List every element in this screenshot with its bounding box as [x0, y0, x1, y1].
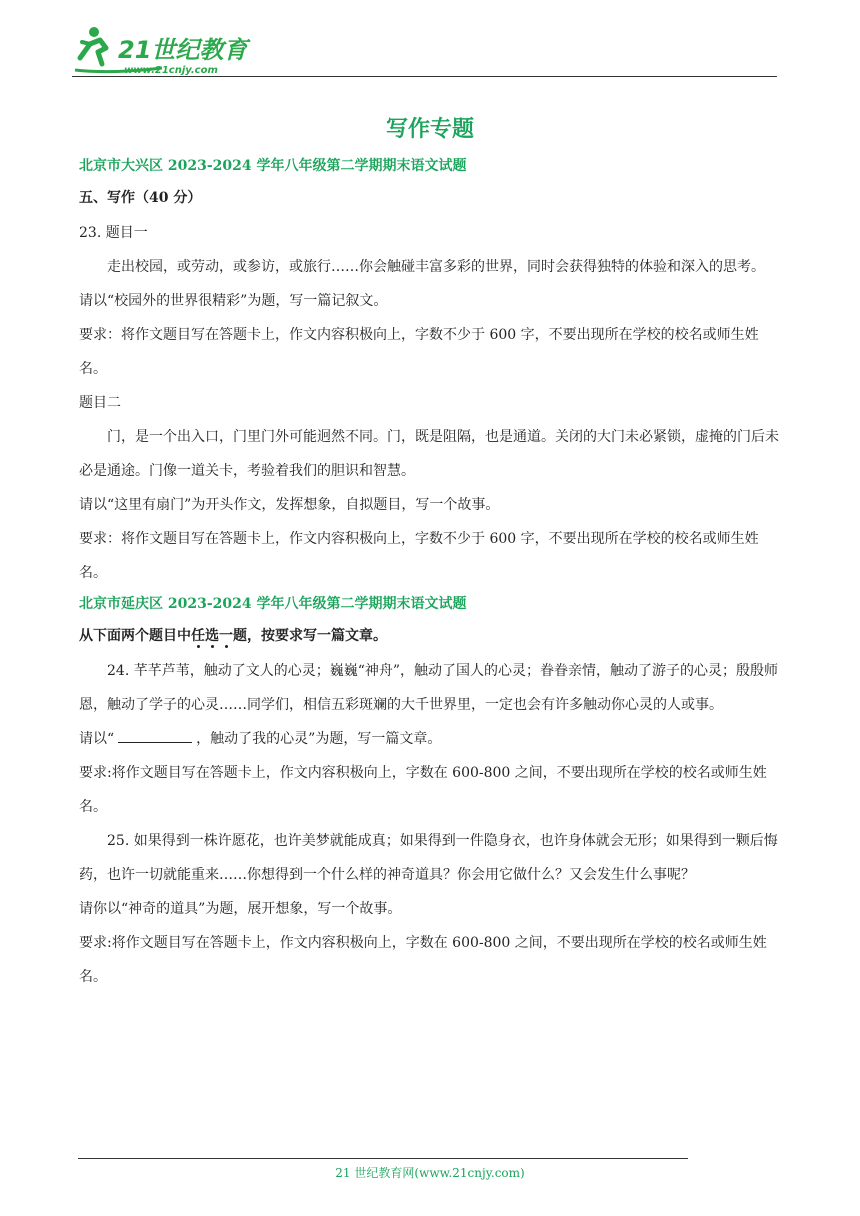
source-daxing: 北京市大兴区 2023-2024 学年八年级第二学期期末语文试题	[79, 158, 467, 174]
question-24-prompt: 24. 芊芊芦苇，触动了文人的心灵；巍巍“神舟”，触动了国人的心灵；眷眷亲情，触动了游子的心灵；殷殷师恩，触动了学子的心灵……同学们，相信五彩斑斓的大千世界里，一定也会有许多触动你心灵的人或事。	[79, 663, 779, 713]
source-yanqing: 北京市延庆区 2023-2024 学年八年级第二学期期末语文试题	[79, 596, 467, 612]
logo-main-text: 21世纪教育	[118, 36, 248, 64]
page-footer: 21 世纪教育网(www.21cnjy.com)	[335, 1166, 525, 1180]
page-header	[72, 18, 777, 80]
question-24-instruction	[79, 722, 779, 756]
instruction-text-post: 题，按要求写一篇文章。	[233, 628, 387, 644]
question-23-requirement: 要求：将作文题目写在答题卡上，作文内容积极向上，字数不少于 600 字，不要出现所在学校的校名或师生姓名。	[79, 327, 759, 377]
question-25-requirement: 要求:将作文题目写在答题卡上，作文内容积极向上，字数在 600-800 之间，不要出现所在学校的校名或师生姓名。	[79, 935, 767, 985]
emphasis-dotted-text	[191, 628, 233, 644]
fill-in-blank	[118, 728, 192, 743]
q24-instruction-post: ，触动了我的心灵”为题，写一篇文章。	[196, 731, 442, 747]
question-23b-requirement: 要求：将作文题目写在答题卡上，作文内容积极向上，字数不少于 600 字，不要出现所在学校的校名或师生姓名。	[79, 531, 759, 581]
page-title: 写作专题	[385, 117, 474, 142]
choose-one-instruction	[79, 618, 779, 654]
q24-instruction-pre: 请以“	[79, 731, 115, 747]
section-heading-writing: 五、写作（40 分）	[79, 190, 202, 206]
question-23-instruction: 请以“校园外的世界很精彩”为题，写一篇记叙文。	[79, 293, 388, 309]
header-divider	[72, 76, 777, 77]
logo-sub-text: www.21cnjy.com	[124, 65, 218, 76]
question-23b-instruction: 请以“这里有扇门”为开头作文，发挥想象，自拟题目，写一个故事。	[79, 497, 500, 513]
emphasis-char: 任	[191, 628, 205, 644]
question-23-label: 23. 题目一	[79, 225, 148, 241]
emphasis-char: 一	[219, 628, 233, 644]
question-23-prompt: 走出校园，或劳动，或参访，或旅行……你会触碰丰富多彩的世界，同时会获得独特的体验和深入的思考。	[107, 259, 765, 275]
question-23b-prompt: 门，是一个出入口，门里门外可能迥然不同。门，既是阻隔，也是通道。关闭的大门未必紧锁，虚掩的门后未必是通途。门像一道关卡，考验着我们的胆识和智慧。	[79, 429, 779, 479]
site-logo	[72, 18, 272, 78]
question-24-requirement: 要求:将作文题目写在答题卡上，作文内容积极向上，字数在 600-800 之间，不要出现所在学校的校名或师生姓名。	[79, 765, 767, 815]
question-23b-label: 题目二	[79, 395, 121, 411]
question-25-instruction: 请你以“神奇的道具”为题，展开想象，写一个故事。	[79, 901, 402, 917]
question-25-prompt: 25. 如果得到一株许愿花，也许美梦就能成真；如果得到一件隐身衣，也许身体就会无形；如果得到一颗后悔药，也许一切就能重来……你想得到一个什么样的神奇道具？你会用它做什么？又会发生什么事呢？	[79, 833, 778, 883]
footer-divider	[78, 1158, 688, 1159]
emphasis-char: 选	[205, 628, 219, 644]
document-body	[79, 152, 779, 994]
instruction-text-pre: 从下面两个题目中	[79, 628, 191, 644]
